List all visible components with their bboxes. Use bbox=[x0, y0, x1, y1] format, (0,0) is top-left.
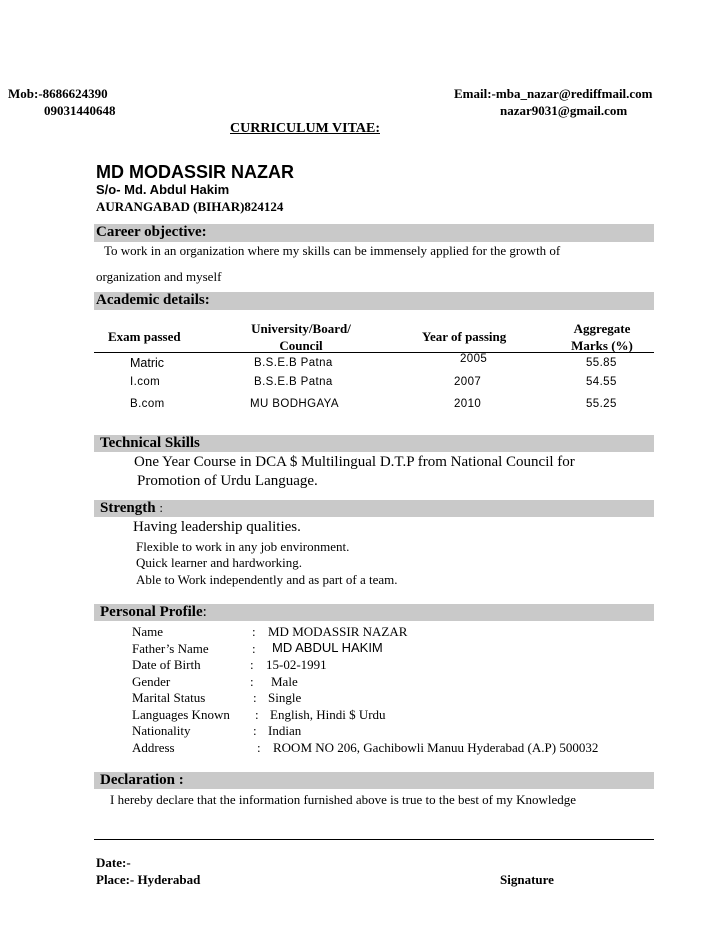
academic-row-3-marks: 55.25 bbox=[586, 398, 617, 410]
strength-item-3: Quick learner and hardworking. bbox=[136, 555, 303, 570]
academic-row-1-board: B.S.E.B Patna bbox=[254, 357, 333, 369]
footer-place: Place:- Hyderabad bbox=[96, 872, 201, 887]
strength-heading bbox=[100, 500, 163, 517]
technical-heading-bar bbox=[94, 435, 654, 452]
career-objective-line-1: To work in an organization where my skills can be immensely applied for the growth of bbox=[104, 243, 561, 258]
academic-col-board-line-2: Council bbox=[279, 338, 323, 353]
strength-heading-bar bbox=[94, 500, 654, 517]
academic-col-marks bbox=[560, 320, 644, 354]
strength-heading-text: Strength bbox=[100, 500, 156, 516]
academic-heading-bar bbox=[94, 292, 654, 310]
academic-row-1-exam: Matric bbox=[130, 356, 165, 370]
profile-label-nationality: Nationality bbox=[132, 723, 191, 738]
candidate-father: S/o- Md. Abdul Hakim bbox=[96, 182, 230, 197]
profile-colon: : bbox=[250, 657, 254, 672]
strength-item-4: Able to Work independently and as part of a team. bbox=[136, 572, 398, 587]
personal-heading-colon: : bbox=[202, 604, 207, 620]
academic-col-marks-line-2: Marks (%) bbox=[571, 338, 633, 353]
personal-heading-bar bbox=[94, 604, 654, 621]
academic-heading: Academic details: bbox=[96, 292, 210, 308]
profile-label-marital: Marital Status bbox=[132, 690, 206, 705]
profile-colon: : bbox=[252, 641, 256, 656]
declaration-heading-bar bbox=[94, 772, 654, 789]
profile-colon: : bbox=[253, 723, 257, 738]
career-objective-heading-bar bbox=[94, 224, 654, 242]
profile-value-name: MD MODASSIR NAZAR bbox=[268, 624, 408, 639]
footer-signature: Signature bbox=[500, 872, 554, 887]
academic-row-1-year: 2005 bbox=[460, 353, 488, 365]
declaration-text: I hereby declare that the information furnished above is true to the best of my Knowledge bbox=[110, 792, 577, 807]
personal-heading-text: Personal Profile bbox=[100, 604, 203, 620]
academic-col-board-line-1: University/Board/ bbox=[251, 321, 351, 336]
academic-col-year: Year of passing bbox=[422, 329, 507, 344]
profile-value-father: MD ABDUL HAKIM bbox=[272, 640, 383, 655]
academic-col-board bbox=[236, 320, 366, 354]
academic-row-2-marks: 54.55 bbox=[586, 376, 617, 388]
academic-header-rule bbox=[94, 352, 654, 353]
academic-row-2-exam: I.com bbox=[130, 376, 161, 388]
academic-row-2-year: 2007 bbox=[454, 376, 482, 388]
email-address-alt: nazar9031@gmail.com bbox=[500, 103, 628, 118]
profile-colon: : bbox=[253, 690, 257, 705]
profile-label-gender: Gender bbox=[132, 674, 171, 689]
profile-label-address: Address bbox=[132, 740, 175, 755]
career-objective-line-2: organization and myself bbox=[96, 269, 222, 284]
profile-colon: : bbox=[257, 740, 261, 755]
profile-label-dob: Date of Birth bbox=[132, 657, 201, 672]
profile-value-gender: Male bbox=[271, 674, 298, 689]
technical-line-2: Promotion of Urdu Language. bbox=[137, 473, 318, 489]
profile-label-name: Name bbox=[132, 624, 164, 639]
strength-item-2: Flexible to work in any job environment. bbox=[136, 539, 350, 554]
mobile-number-alt: 09031440648 bbox=[44, 103, 116, 118]
strength-heading-colon: : bbox=[159, 500, 163, 515]
profile-value-address: ROOM NO 206, Gachibowli Manuu Hyderabad (A.P) 500032 bbox=[273, 740, 599, 755]
academic-col-exam: Exam passed bbox=[108, 329, 181, 344]
email-address: Email:-mba_nazar@rediffmail.com bbox=[454, 86, 653, 101]
academic-row-2-board: B.S.E.B Patna bbox=[254, 376, 333, 388]
profile-colon: : bbox=[252, 624, 256, 639]
profile-value-languages: English, Hindi $ Urdu bbox=[270, 707, 386, 722]
profile-value-nationality: Indian bbox=[268, 723, 302, 738]
academic-row-3-year: 2010 bbox=[454, 398, 482, 410]
candidate-address: AURANGABAD (BIHAR)824124 bbox=[96, 199, 284, 214]
career-objective-heading: Career objective: bbox=[96, 224, 207, 240]
profile-value-marital: Single bbox=[268, 690, 302, 705]
candidate-name: MD MODASSIR NAZAR bbox=[96, 162, 294, 182]
profile-label-father: Father’s Name bbox=[132, 641, 209, 656]
strength-item-1: Having leadership qualities. bbox=[133, 519, 301, 535]
declaration-heading: Declaration : bbox=[100, 772, 184, 788]
personal-heading bbox=[100, 604, 207, 621]
profile-colon: : bbox=[250, 674, 254, 689]
technical-heading: Technical Skills bbox=[100, 435, 200, 451]
academic-col-marks-line-1: Aggregate bbox=[573, 321, 631, 336]
footer-divider bbox=[94, 839, 654, 840]
academic-row-3-board: MU BODHGAYA bbox=[250, 398, 339, 410]
footer-date: Date:- bbox=[96, 855, 131, 870]
academic-row-3-exam: B.com bbox=[130, 398, 165, 410]
profile-label-languages: Languages Known bbox=[132, 707, 230, 722]
technical-line-1: One Year Course in DCA $ Multilingual D.T.P from National Council for bbox=[134, 454, 575, 470]
document-title: CURRICULUM VITAE: bbox=[230, 121, 380, 136]
profile-value-dob: 15-02-1991 bbox=[266, 657, 327, 672]
profile-colon: : bbox=[255, 707, 259, 722]
academic-row-1-marks: 55.85 bbox=[586, 357, 617, 369]
mobile-number: Mob:-8686624390 bbox=[8, 86, 108, 101]
